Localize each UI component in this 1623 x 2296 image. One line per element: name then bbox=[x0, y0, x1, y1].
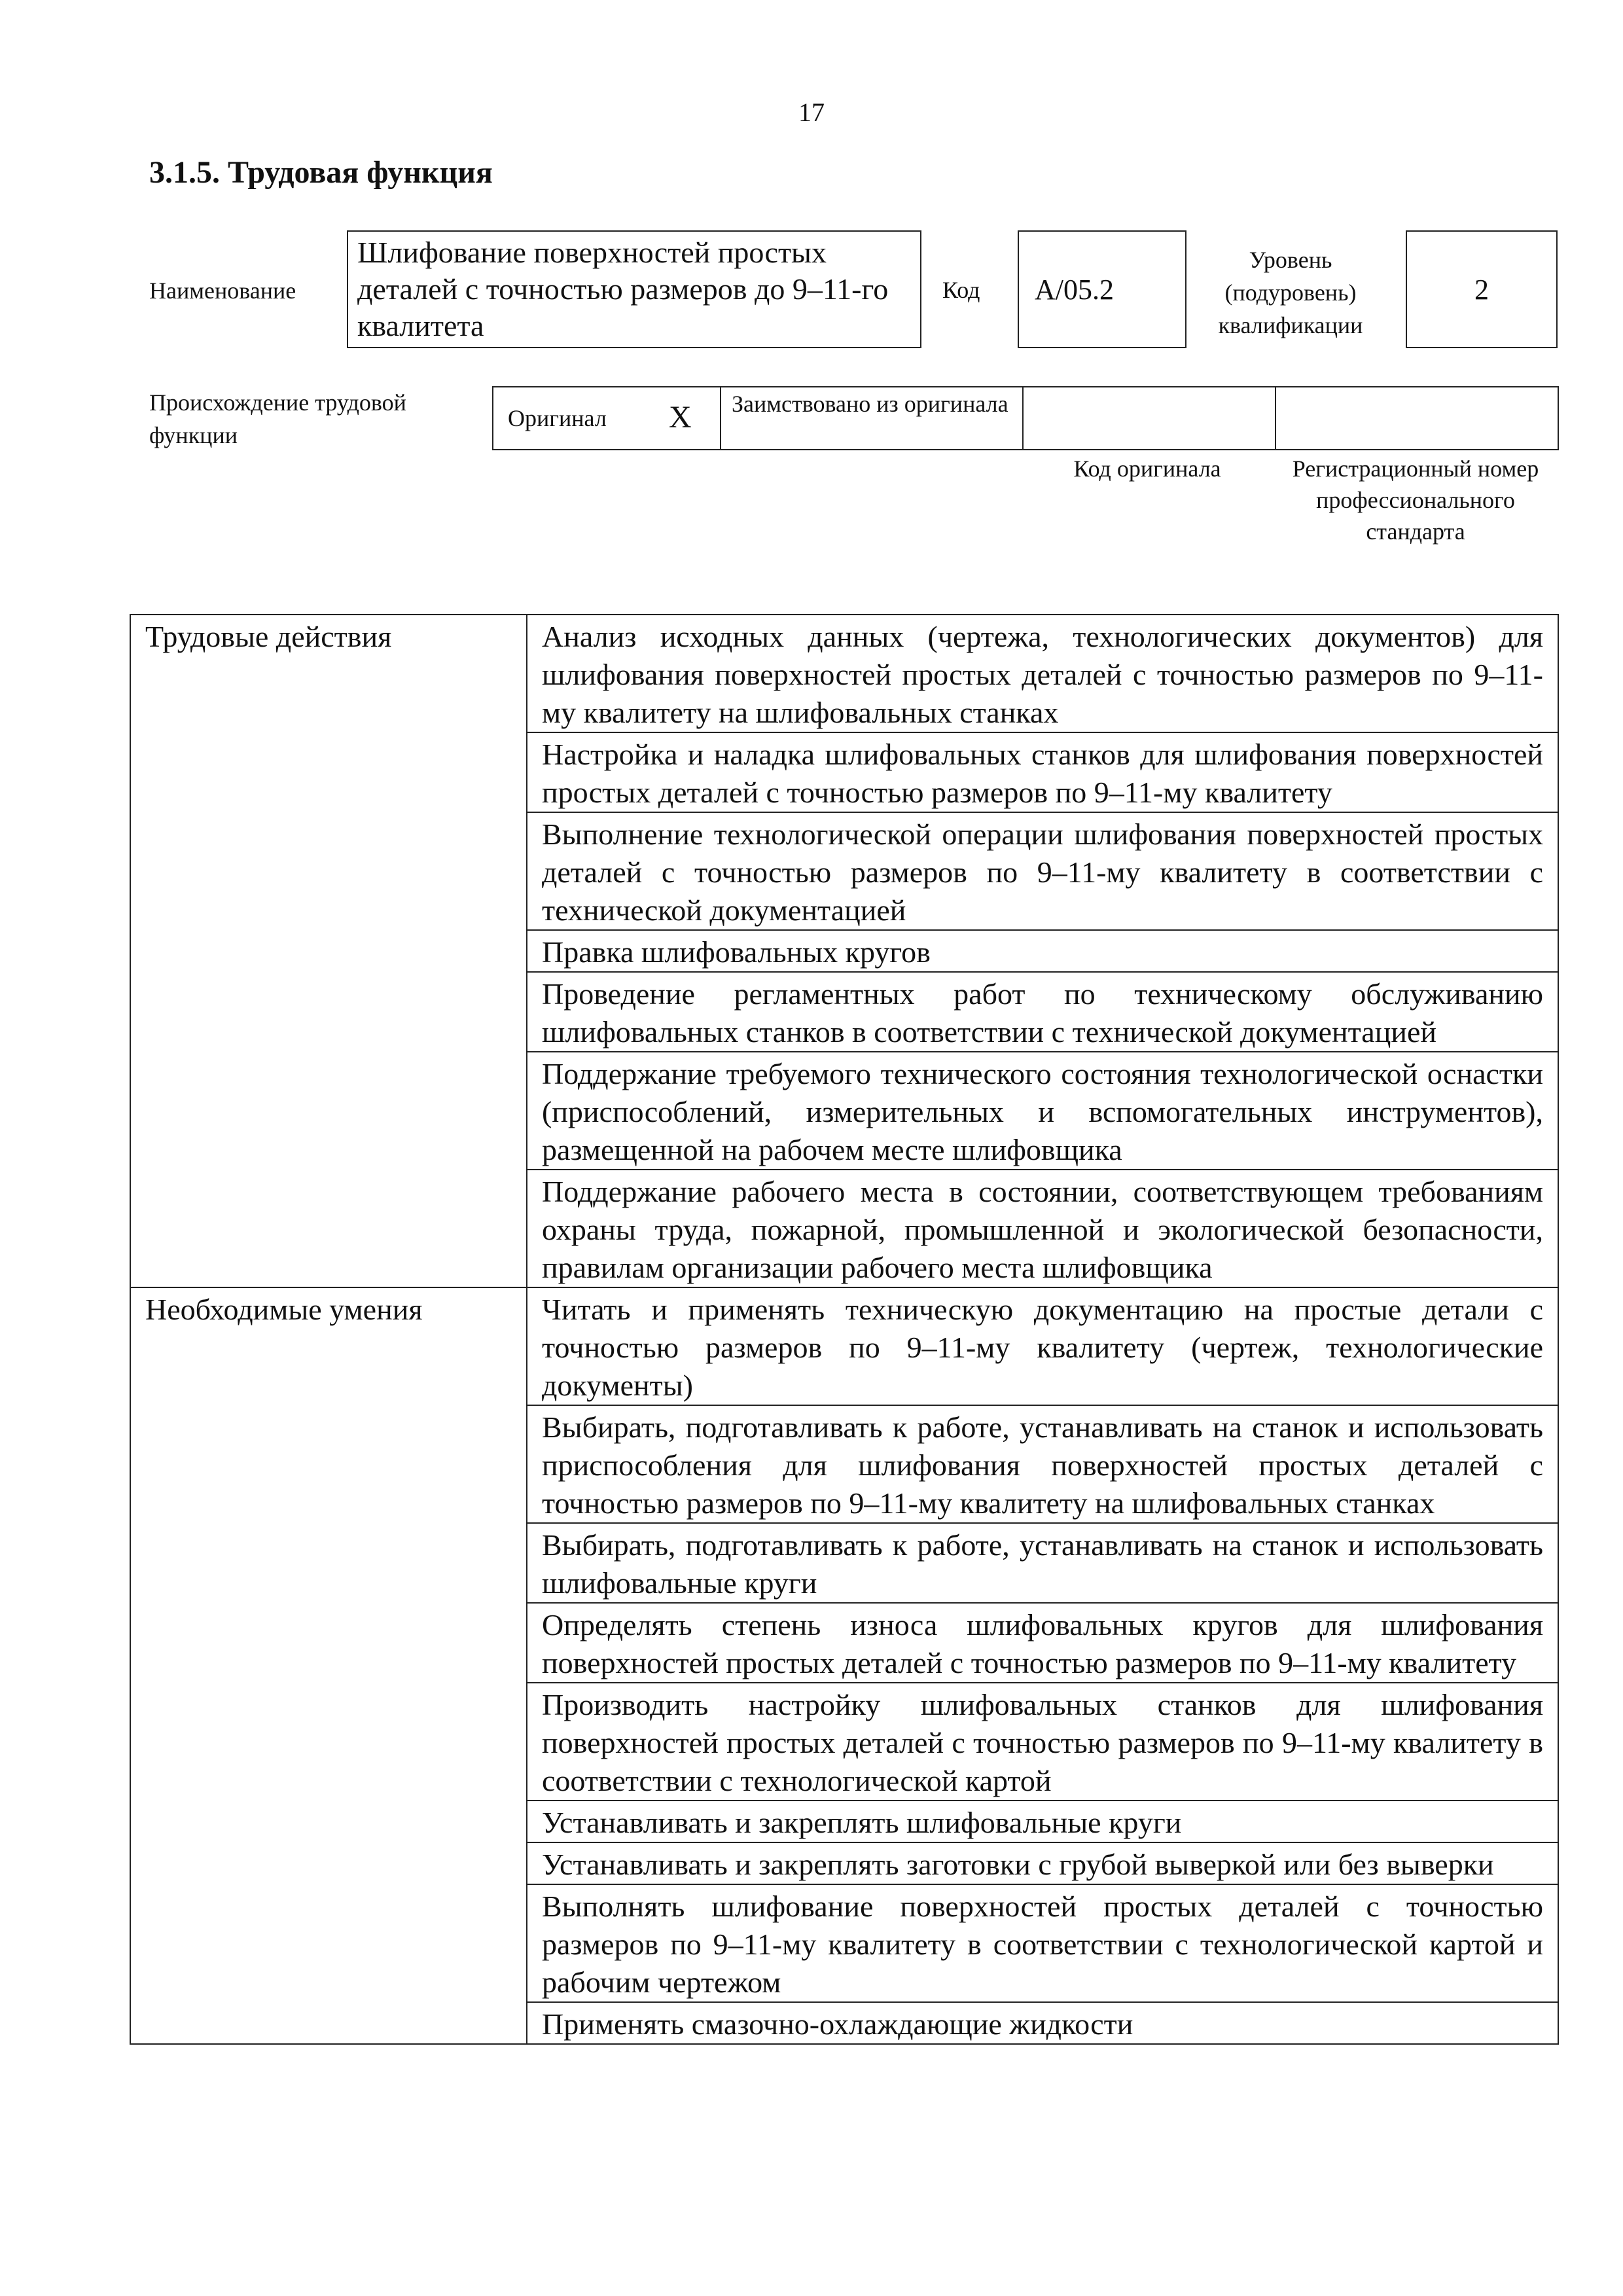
level-value: 2 bbox=[1474, 273, 1489, 306]
code-value: A/05.2 bbox=[1035, 273, 1114, 306]
section-title-actions: Трудовые действия bbox=[130, 615, 527, 1287]
table-cell: Устанавливать и закреплять шлифовальные круги bbox=[527, 1801, 1558, 1842]
table-cell: Поддержание рабочего места в состоянии, соответствующем требованиям охраны труда, пожарной, промышленной и экологической безопасности, правилам организации рабочего места шлифовщика bbox=[527, 1170, 1558, 1287]
page-number: 17 bbox=[798, 98, 825, 127]
code-value-box bbox=[1018, 230, 1186, 348]
table-cell: Настройка и наладка шлифовальных станков для шлифования поверхностей простых деталей с точностью размеров по 9–11-му квалитету bbox=[527, 732, 1558, 812]
table-cell: Проведение регламентных работ по техническому обслуживанию шлифовальных станков в соответствии с технической документацией bbox=[527, 972, 1558, 1052]
reg-number-caption: Регистрационный номер профессионального стандарта bbox=[1292, 456, 1539, 545]
table-cell: Читать и применять техническую документацию на простые детали с точностью размеров по 9–11-му квалитету (чертеж, технологические документы) bbox=[527, 1287, 1558, 1405]
name-value-box bbox=[347, 230, 921, 348]
origin-label: Происхождение трудовой функции bbox=[149, 389, 406, 448]
origin-borrowed-cell bbox=[721, 387, 1024, 449]
table-cell: Правка шлифовальных кругов bbox=[527, 930, 1558, 972]
original-mark: X bbox=[669, 400, 692, 435]
original-code-cell bbox=[1024, 387, 1276, 449]
section-title-skills: Необходимые умения bbox=[130, 1287, 527, 2044]
function-table bbox=[130, 614, 1559, 2045]
table-cell: Определять степень износа шлифовальных кругов для шлифования поверхностей простых деталей с точностью размеров по 9–11-му квалитету bbox=[527, 1603, 1558, 1683]
table-cell: Выбирать, подготавливать к работе, устанавливать на станок и использовать приспособления для шлифования поверхностей простых деталей с точностью размеров по 9–11-му квалитету на шлифовальных станках bbox=[527, 1405, 1558, 1523]
table-cell: Выбирать, подготавливать к работе, устанавливать на станок и использовать шлифовальные круги bbox=[527, 1523, 1558, 1603]
level-label: Уровень (подуровень) квалификации bbox=[1218, 247, 1363, 338]
table-row bbox=[130, 615, 1558, 732]
original-code-caption: Код оригинала bbox=[1073, 456, 1221, 482]
table-row bbox=[130, 1287, 1558, 1405]
table-cell: Выполнять шлифование поверхностей простых деталей с точностью размеров по 9–11-му квалитету в соответствии с технологической картой и рабочим чертежом bbox=[527, 1884, 1558, 2002]
table-cell: Применять смазочно-охлаждающие жидкости bbox=[527, 2002, 1558, 2044]
table-cell: Поддержание требуемого технического состояния технологической оснастки (приспособлений, измерительных и вспомогательных инструментов), размещенной на рабочем месте шлифовщика bbox=[527, 1052, 1558, 1170]
reg-number-cell bbox=[1276, 387, 1558, 449]
table-cell: Устанавливать и закреплять заготовки с грубой выверкой или без выверки bbox=[527, 1842, 1558, 1884]
level-value-box bbox=[1406, 230, 1558, 348]
section-title: 3.1.5. Трудовая функция bbox=[149, 155, 493, 190]
table-cell: Выполнение технологической операции шлифования поверхностей простых деталей с точностью размеров по 9–11-му квалитету в соответствии с технической документацией bbox=[527, 812, 1558, 930]
origin-original-cell bbox=[493, 387, 721, 449]
code-label: Код bbox=[942, 277, 980, 303]
table-cell: Производить настройку шлифовальных станков для шлифования поверхностей простых деталей с точностью размеров по 9–11-му квалитету в соответствии с технологической картой bbox=[527, 1683, 1558, 1801]
table-cell: Анализ исходных данных (чертежа, технологических документов) для шлифования поверхностей простых деталей с точностью размеров по 9–11-му квалитету на шлифовальных станках bbox=[527, 615, 1558, 732]
origin-table bbox=[492, 386, 1559, 450]
borrowed-label: Заимствовано из оригинала bbox=[732, 391, 1008, 417]
original-label: Оригинал bbox=[508, 405, 607, 431]
name-value: Шлифование поверхностей простых деталей с точностью размеров до 9–11-го квалитета bbox=[357, 236, 889, 342]
name-label: Наименование bbox=[149, 278, 296, 304]
